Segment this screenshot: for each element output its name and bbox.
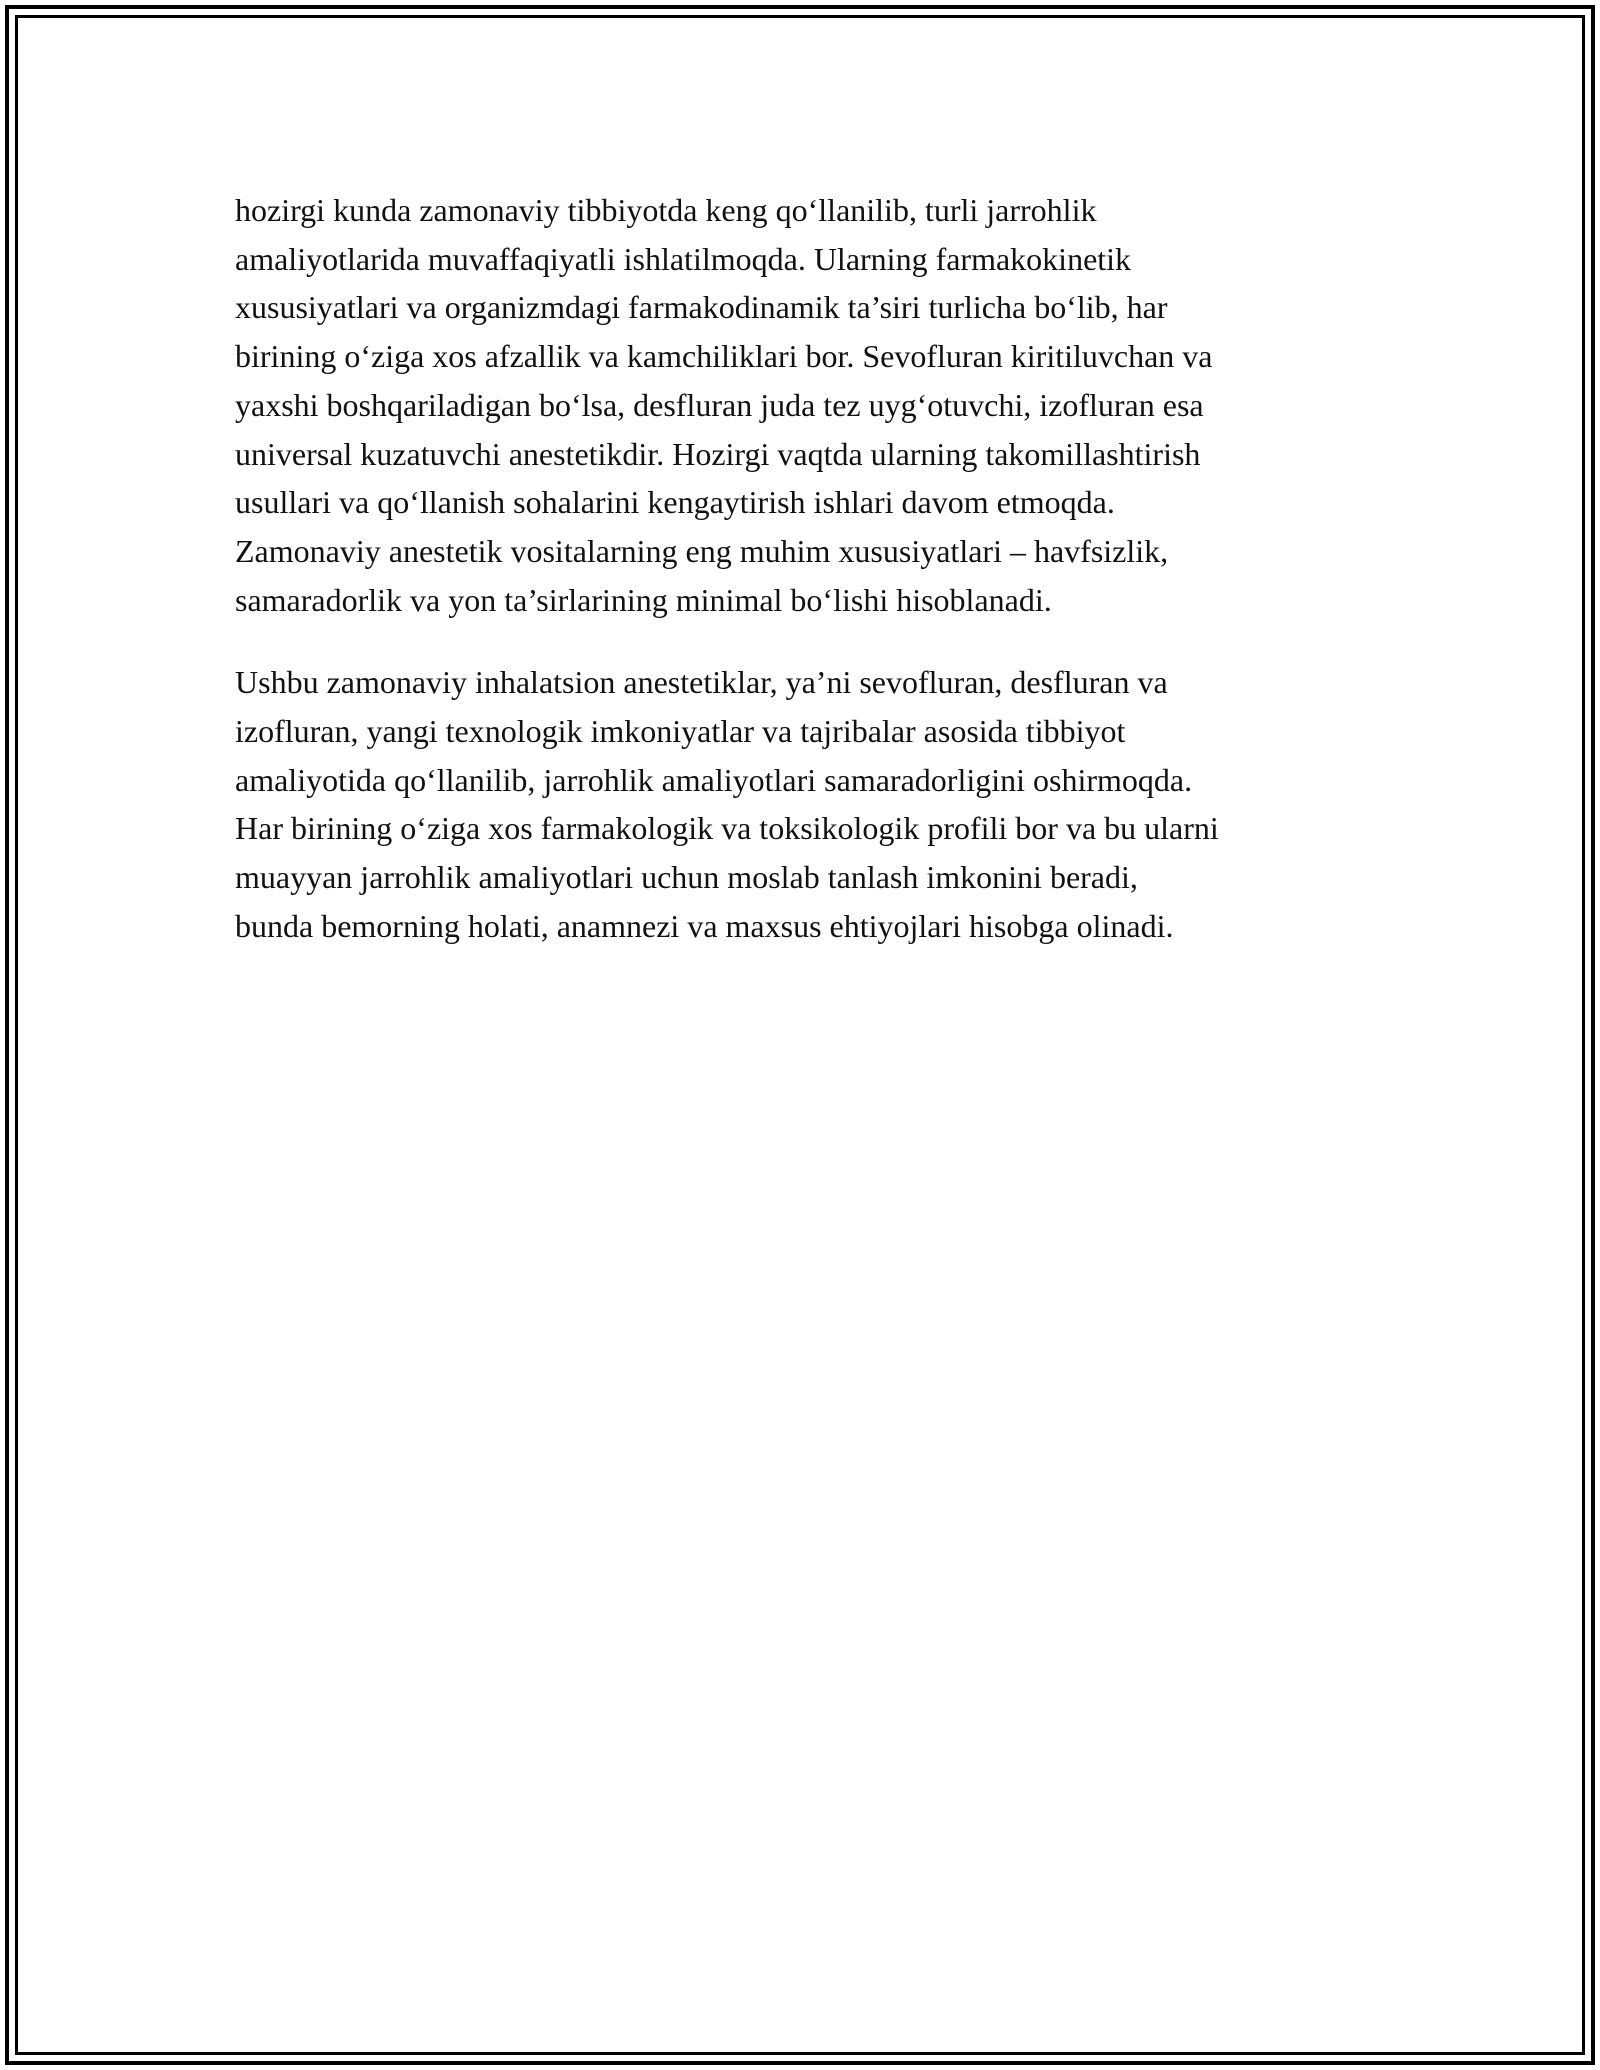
text-line: Zamonaviy anestetik vositalarning eng muhim xususiyatlari – havfsizlik,: [235, 532, 1169, 569]
text-line: yaxshi boshqariladigan bo‘lsa, desfluran juda tez uyg‘otuvchi, izofluran esa: [235, 386, 1204, 423]
text-line: samaradorlik va yon ta’sirlarining minimal bo‘lishi hisoblanadi.: [235, 581, 1052, 618]
text-line: izofluran, yangi texnologik imkoniyatlar va tajribalar asosida tibbiyot: [235, 713, 1126, 750]
text-line: bunda bemorning holati, anamnezi va maxsus ehtiyojlari hisobga olinadi.: [235, 907, 1174, 944]
text-line: muayyan jarrohlik amaliyotlari uchun moslab tanlash imkonini beradi,: [235, 859, 1138, 896]
text-line: amaliyotida qo‘llanilib, jarrohlik amaliyotlari samaradorligini oshirmoqda.: [235, 761, 1193, 798]
text-line: xususiyatlari va organizmdagi farmakodinamik ta’siri turlicha bo‘lib, har: [235, 289, 1168, 326]
text-line: hozirgi kunda zamonaviy tibbiyotda keng qo‘llanilib, turli jarrohlik: [235, 192, 1097, 228]
text-line: Ushbu zamonaviy inhalatsion anestetiklar, ya’ni sevofluran, desfluran va: [235, 664, 1168, 701]
text-line: Har birining o‘ziga xos farmakologik va toksikologik profili bor va bu ularni: [235, 810, 1219, 847]
paragraph-1: [235, 186, 1385, 624]
text-line: universal kuzatuvchi anestetikdir. Hozirgi vaqtda ularning takomillashtirish: [235, 435, 1201, 472]
text-line: amaliyotlarida muvaffaqiyatli ishlatilmoqda. Ularning farmakokinetik: [235, 240, 1132, 277]
text-line: birining o‘ziga xos afzallik va kamchiliklari bor. Sevofluran kiritiluvchan va: [235, 338, 1213, 375]
text-line: usullari va qo‘llanish sohalarini kengaytirish ishlari davom etmoqda.: [235, 484, 1115, 521]
paragraph-2: [235, 658, 1385, 950]
document-body: [235, 186, 1385, 951]
